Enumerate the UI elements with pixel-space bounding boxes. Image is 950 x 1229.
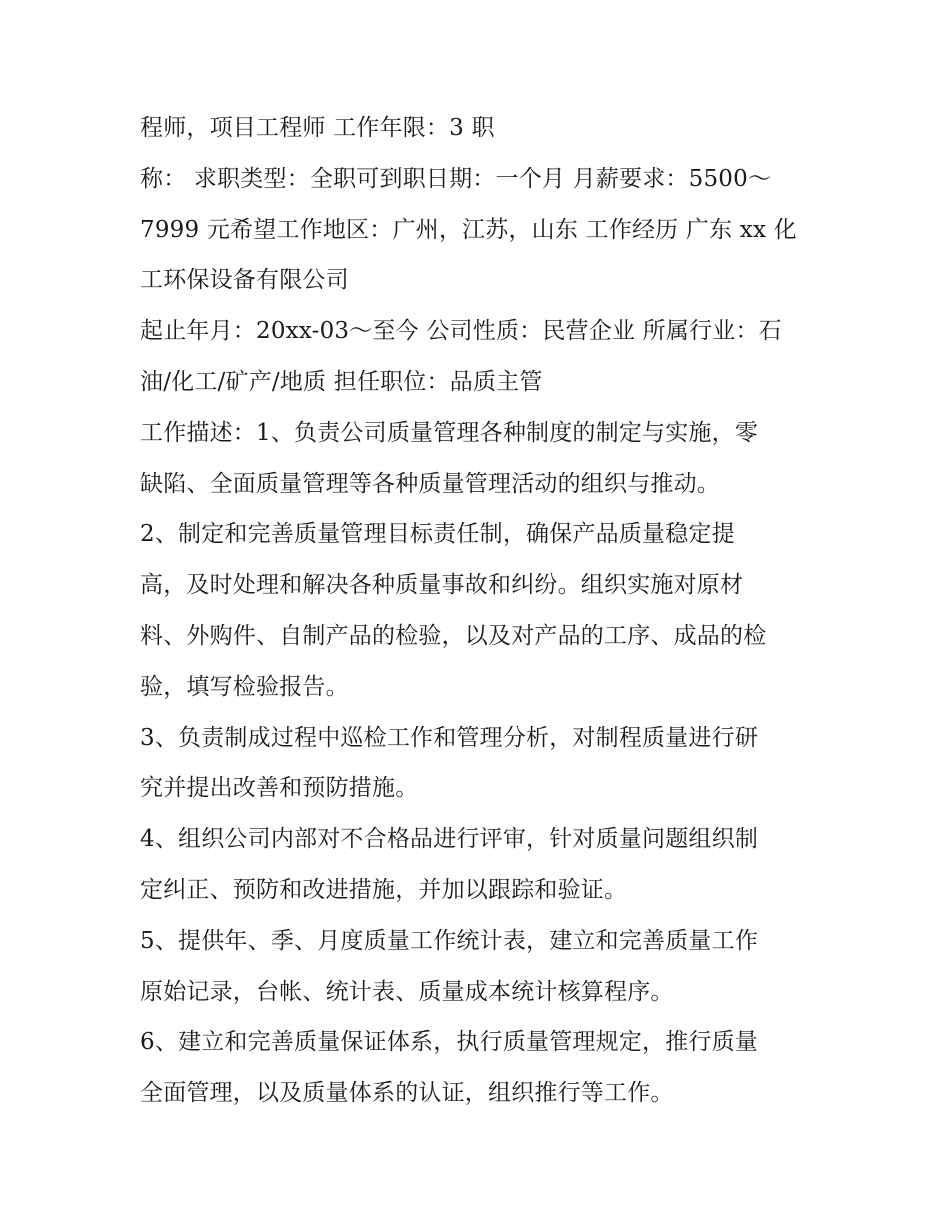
resume-text-body [140, 103, 820, 1119]
text-line: 6、建立和完善质量保证体系，执行质量管理规定，推行质量 [140, 1029, 759, 1056]
text-line: 全面管理，以及质量体系的认证，组织推行等工作。 [140, 1080, 674, 1107]
text-line: 究并提出改善和预防措施。 [140, 775, 419, 802]
text-line: 5、提供年、季、月度质量工作统计表，建立和完善质量工作 [140, 927, 759, 954]
text-line: 原始记录，台帐、统计表、质量成本统计核算程序。 [140, 978, 674, 1005]
text-line: 4、组织公司内部对不合格品进行评审，针对质量问题组织制 [140, 826, 759, 853]
text-line: 油/化工/矿产/地质 担任职位：品质主管 [140, 368, 543, 395]
text-line: 程师，项目工程师 工作年限：3 职 [140, 115, 495, 141]
text-line: 料、外购件、自制产品的检验，以及对产品的工序、成品的检 [140, 622, 767, 649]
text-line: 工环保设备有限公司 [140, 267, 349, 294]
text-line: 7999 元希望工作地区：广州，江苏，山东 工作经历 广东 xx 化 [140, 216, 797, 243]
text-line: 3、负责制成过程中巡检工作和管理分析，对制程质量进行研 [140, 724, 759, 751]
text-line: 工作描述：1、负责公司质量管理各种制度的制定与实施，零 [140, 419, 759, 446]
text-line: 验，填写检验报告。 [140, 673, 349, 700]
text-line: 缺陷、全面质量管理等各种质量管理活动的组织与推动。 [140, 470, 720, 497]
text-line: 2、制定和完善质量管理目标责任制，确保产品质量稳定提 [140, 521, 735, 548]
text-line: 定纠正、预防和改进措施，并加以跟踪和验证。 [140, 876, 628, 903]
text-line: 高，及时处理和解决各种质量事故和纠纷。组织实施对原材 [140, 572, 744, 599]
text-line: 起止年月：20xx-03～至今 公司性质：民营企业 所属行业：石 [140, 318, 782, 345]
text-line: 称： 求职类型：全职可到职日期：一个月 月薪要求：5500～ [140, 165, 772, 192]
